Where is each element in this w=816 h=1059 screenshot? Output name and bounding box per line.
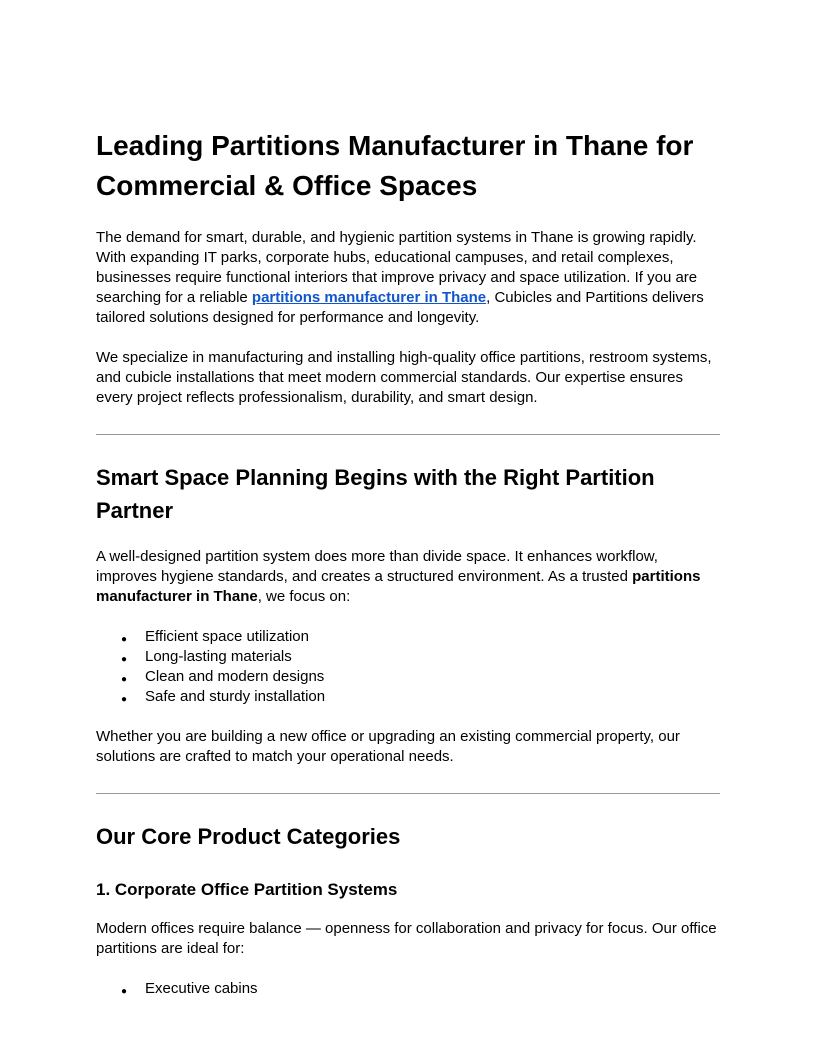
intro-segment-2: , Cubicles and Partitions delivers tailored solutions designed for performance and longevity.	[96, 289, 704, 326]
paragraph-intro-2: We specialize in manufacturing and installing high-quality office partitions, restroom systems, and cubicle installations that meet modern commercial standards. Our expertise ensures every project reflects professionalism, durability, and smart design.	[96, 349, 712, 406]
sub-heading-corporate-office: 1. Corporate Office Partition Systems	[96, 880, 398, 899]
list-item: ● Executive cabins	[145, 979, 720, 999]
section1-bold-text: partitions manufacturer in Thane	[96, 568, 701, 605]
horizontal-rule-1	[96, 434, 720, 435]
intro-segment-1: The demand for smart, durable, and hygienic partition systems in Thane is growing rapidly. With expanding IT parks, corporate hubs, educational campuses, and retail complexes, businesses require functional interiors that improve privacy and space utilization. If you are searching for a reliable	[96, 229, 698, 306]
section1-segment-2: , we focus on:	[257, 588, 351, 605]
paragraph-section1-closing: Whether you are building a new office or upgrading an existing commercial property, our solutions are crafted to match your operational needs.	[96, 728, 680, 765]
paragraph-section1	[96, 547, 720, 607]
paragraph-section2: Modern offices require balance — openness for collaboration and privacy for focus. Our office partitions are ideal for:	[96, 920, 717, 957]
section1-segment-1: A well-designed partition system does more than divide space. It enhances workflow, improves hygiene standards, and creates a structured environment. As a trusted	[96, 548, 658, 585]
list-item: ● Efficient space utilization	[145, 627, 720, 647]
partitions-manufacturer-link[interactable]: partitions manufacturer in Thane	[251, 289, 487, 306]
list-item: ● Safe and sturdy installation	[145, 687, 720, 707]
section-heading-core-products: Our Core Product Categories	[96, 824, 401, 849]
horizontal-rule-2	[96, 793, 720, 794]
ideal-for-list	[96, 979, 720, 999]
focus-list	[96, 627, 720, 707]
section-heading-smart-space: Smart Space Planning Begins with the Right Partition Partner	[96, 465, 655, 523]
paragraph-intro	[96, 228, 720, 328]
list-item: ● Long-lasting materials	[145, 647, 720, 667]
doc-title: Leading Partitions Manufacturer in Thane for Commercial & Office Spaces	[96, 130, 694, 201]
list-item: ● Clean and modern designs	[145, 667, 720, 687]
